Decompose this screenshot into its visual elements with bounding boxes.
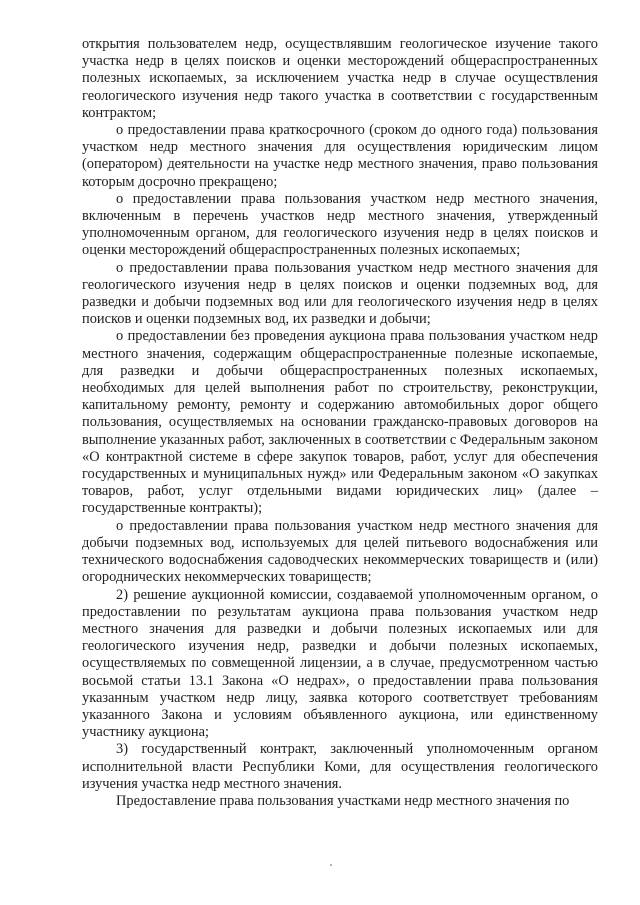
paragraph-no-auction: о предоставлении без проведения аукциона права пользования участком недр местного значения, содержащим общераспространенные полезные ископаемые, для разведки и добычи общераспространенных полезных ископаемых, необходимых для целей выполнения работ по строительству, реконструкции, капитальному ремонту, ремонту и содержанию автомобильных дорог общего пользования, осуществляемых на основании гражданско-правовых договоров на выполнение указанных работ, заключенных в соответствии с Федеральным законом «О контрактной системе в сфере закупок товаров, работ, услуг для обеспечения государственных и муниципальных нужд» или Федеральным законом «О закупках товаров, работ, услуг отдельными видами юридических лиц» (далее – государственные контракты); [82,328,598,517]
scan-speck [330,864,332,866]
paragraph-groundwater: о предоставлении права пользования участком недр местного значения для геологического изучения недр в целях поисков и оценки подземных вод, для разведки и добычи подземных вод или для геологического изучения недр в целях поисков и оценки подземных вод, их разведки и добычи; [82,259,598,328]
paragraph-auction-commission: 2) решение аукционной комиссии, создаваемой уполномоченным органом, о предоставлении по результатам аукциона права пользования участком недр местного значения для разведки и добычи полезных ископаемых или для геологического изучения недр, разведки и добычи полезных ископаемых, осуществляемых по совмещенной лицензии, а в случае, предусмотренном частью восьмой статьи 13.1 Закона «О недрах», о предоставлении права пользования указанным участком недр лицу, заявка которого соответствует требованиям указанного Закона и условиям объявленного аукциона, или единственному участнику аукциона; [82,586,598,741]
paragraph-short-term-right: о предоставлении права краткосрочного (сроком до одного года) пользования участком недр местного значения для осуществления юридическим лицом (оператором) деятельности на участке недр местного значения, право пользования которым досрочно прекращено; [82,122,598,190]
paragraph-water-supply: о предоставлении права пользования участком недр местного значения для добычи подземных вод, используемых для целей питьевого водоснабжения или технического водоснабжения садоводческих некоммерческих товариществ и (или) огороднических некоммерческих товариществ; [82,517,598,586]
paragraph-continuation: открытия пользователем недр, осуществлявшим геологическое изучение такого участка недр в целях поисков и оценки месторождений общераспространенных полезных ископаемых, за исключением участка недр в случае осуществления геологического изучения недр такого участка в соответствии с государственным контрактом; [82,36,598,121]
paragraph-state-contract: 3) государственный контракт, заключенный уполномоченным органом исполнительной власти Республики Коми, для осуществления геологического изучения участка недр местного значения. [82,741,598,792]
paragraph-listed-plot: о предоставлении права пользования участком недр местного значения, включенным в перечень участков недр местного значения, утвержденный уполномоченным органом, для геологического изучения недр в целях поисков и оценки месторождений общераспространенных полезных ископаемых; [82,190,598,259]
paragraph-trailing: Предоставление права пользования участками недр местного значения по [116,792,570,809]
